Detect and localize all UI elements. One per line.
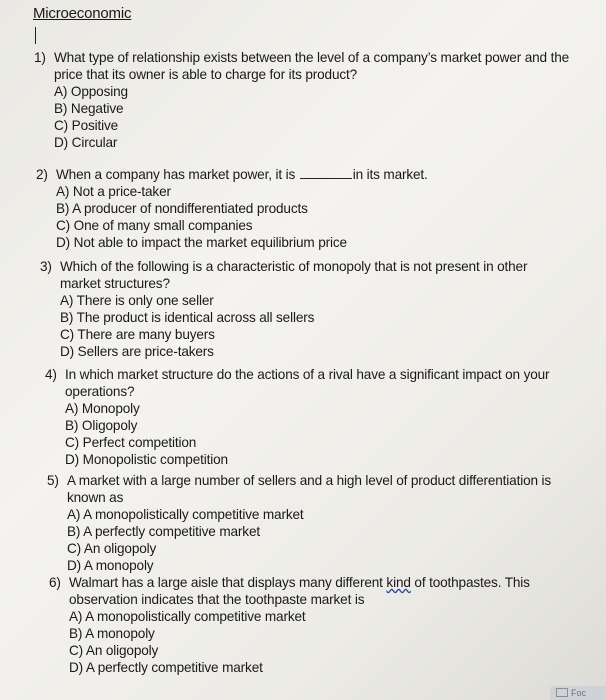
question-stem-start: Walmart has a large aisle that displays many different — [69, 575, 383, 590]
question-stem: What type of relationship exists between the level of a company’s market power and the price that its owner is able to charge for its product? — [54, 50, 570, 82]
option-d: D) A monopoly — [67, 558, 154, 573]
focus-label: Foc — [571, 688, 587, 698]
option-c: C) Positive — [54, 118, 119, 133]
question-stem: A market with a large number of sellers and a high level of product differentiation is known as — [67, 473, 552, 505]
option-a: A) Opposing — [54, 84, 128, 99]
question-3 — [40, 258, 570, 360]
option-b: B) Negative — [54, 101, 124, 116]
document-title: Microeconomic — [33, 5, 132, 22]
question-stem-end: in its market. — [352, 167, 428, 182]
question-number: 1) — [34, 50, 46, 65]
question-stem-end: of toothpastes. This observation indicates that the toothpaste market is — [69, 575, 530, 607]
question-number: 6) — [49, 575, 61, 590]
option-d: D) Circular — [54, 135, 118, 150]
option-b: B) A producer of nondifferentiated products — [56, 201, 308, 216]
option-b: B) Oligopoly — [65, 418, 138, 433]
option-c: C) Perfect competition — [65, 435, 197, 450]
option-a: A) There is only one seller — [60, 293, 214, 308]
option-d: D) Sellers are price-takers — [60, 344, 214, 359]
option-d: D) Not able to impact the market equilibrium price — [56, 235, 347, 250]
option-a: A) Monopoly — [65, 401, 140, 416]
question-stem: In which market structure do the actions of a rival have a significant impact on your operations? — [65, 367, 550, 399]
question-5 — [47, 472, 572, 574]
question-6 — [49, 574, 539, 676]
option-c: C) An oligopoly — [69, 643, 159, 658]
question-number: 3) — [40, 259, 52, 274]
spellcheck-word: kind — [386, 575, 411, 590]
option-a: A) Not a price-taker — [56, 184, 171, 199]
option-b: B) The product is identical across all sellers — [60, 310, 315, 325]
focus-icon — [556, 688, 568, 697]
question-stem: Which of the following is a characteristic of monopoly that is not present in other market structures? — [60, 259, 528, 291]
text-cursor — [35, 27, 36, 44]
question-number: 2) — [36, 167, 48, 182]
answer-blank — [300, 166, 352, 179]
question-number: 5) — [47, 473, 59, 488]
question-1 — [34, 49, 589, 151]
option-d: D) A perfectly competitive market — [69, 660, 263, 675]
question-4 — [45, 366, 570, 468]
question-2 — [36, 166, 581, 251]
option-a: A) A monopolistically competitive market — [67, 507, 304, 522]
option-b: B) A perfectly competitive market — [67, 524, 260, 539]
option-c: C) One of many small companies — [56, 218, 253, 233]
question-stem-start: When a company has market power, it is — [56, 167, 296, 182]
option-c: C) There are many buyers — [60, 327, 215, 342]
option-a: A) A monopolistically competitive market — [69, 609, 306, 624]
question-number: 4) — [45, 367, 57, 382]
option-d: D) Monopolistic competition — [65, 452, 228, 467]
option-c: C) An oligopoly — [67, 541, 157, 556]
option-b: B) A monopoly — [69, 626, 155, 641]
focus-mode-button[interactable] — [550, 686, 606, 700]
